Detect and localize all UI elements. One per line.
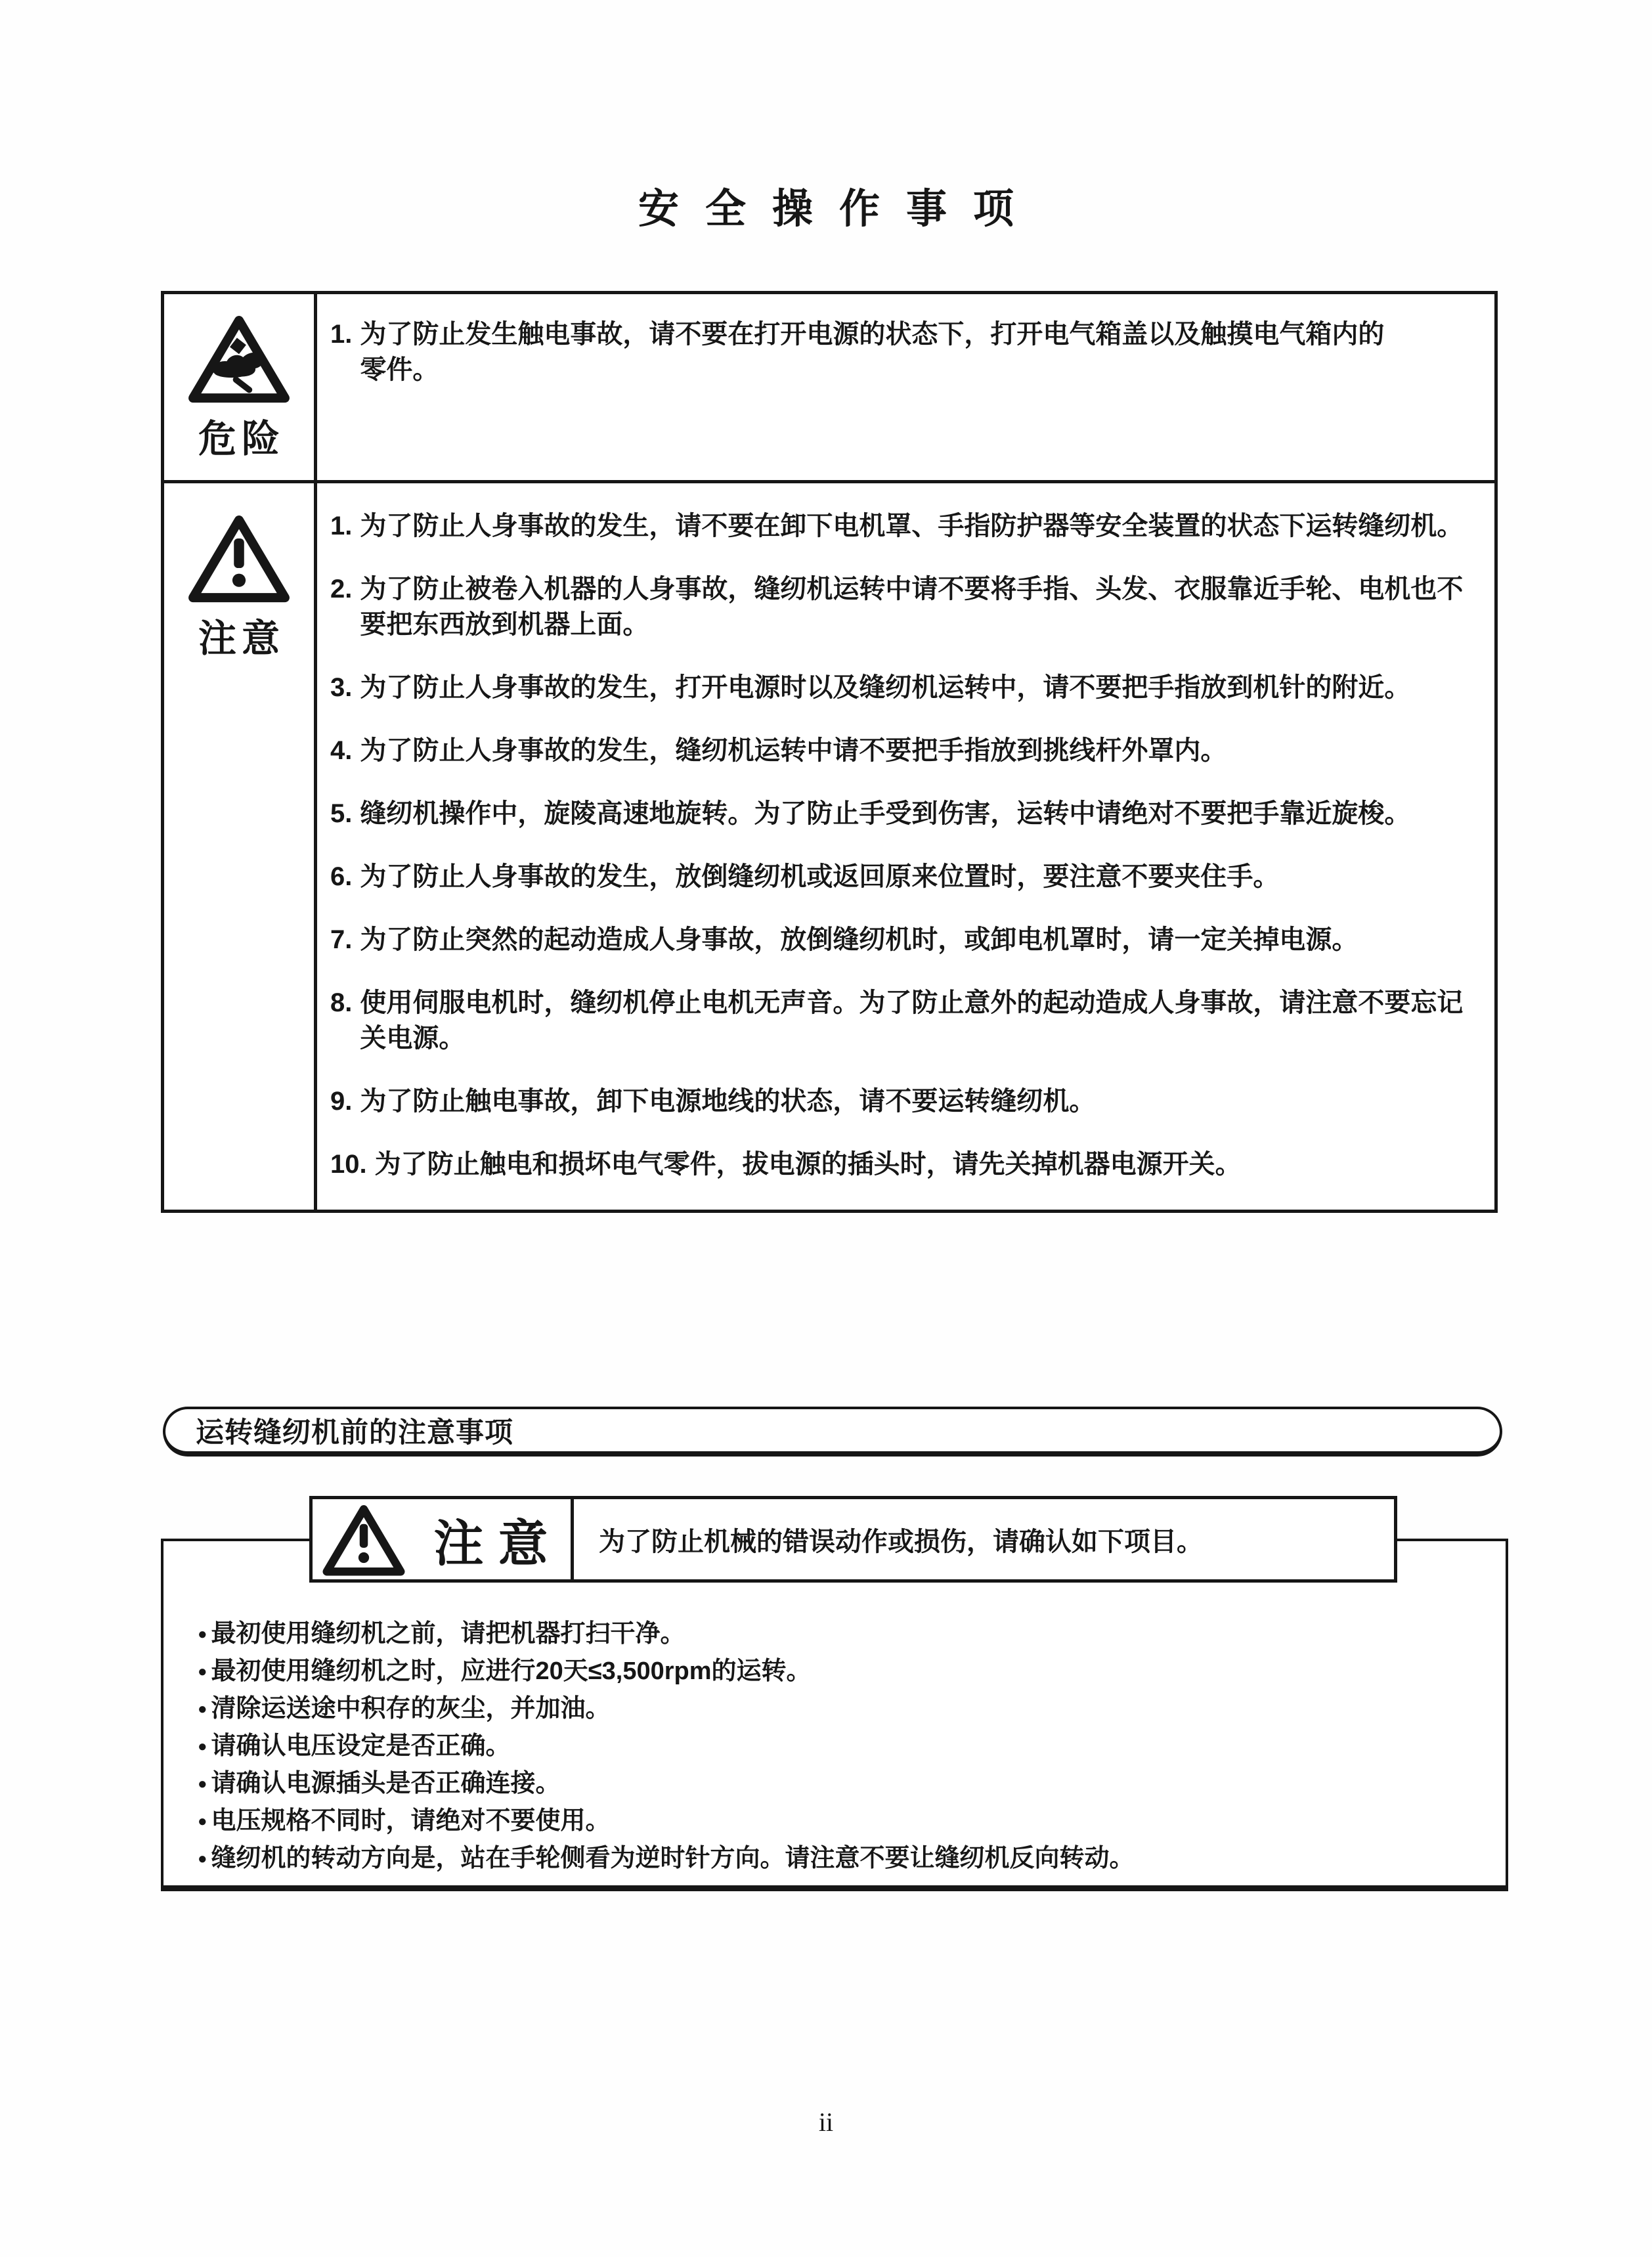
- caution-label: 注意: [198, 617, 285, 660]
- bullet-icon: ●: [198, 1850, 207, 1868]
- sewing-machine-hand-hazard-icon: [186, 311, 292, 405]
- item-number: 5.: [330, 799, 353, 828]
- list-item: [198, 1804, 1486, 1841]
- bullet-text: 最初使用缝纫机之时，应进行20天≤3,500rpm的运转。: [211, 1657, 812, 1685]
- caution-banner-label: 注意: [433, 1516, 563, 1572]
- list-item: [330, 571, 1485, 642]
- item-text: 缝纫机操作中，旋陵高速地旋转。为了防止手受到伤害，运转中请绝对不要把手靠近旋梭。: [360, 799, 1411, 828]
- bullet-text: 电压规格不同时，请绝对不要使用。: [211, 1807, 611, 1835]
- bullet-icon: ●: [198, 1700, 207, 1718]
- item-number: 8.: [330, 988, 353, 1017]
- caution-banner-sign: [313, 1499, 574, 1579]
- caution-sign-cell: [164, 483, 317, 1210]
- warning-triangle-icon: [321, 1502, 406, 1577]
- safety-table: [161, 291, 1498, 1213]
- table-row-caution: [164, 480, 1494, 1210]
- list-item: [198, 1841, 1486, 1879]
- table-row-danger: [164, 294, 1494, 480]
- bullet-icon: ●: [198, 1775, 207, 1793]
- section-title: 运转缝纫机前的注意事项: [196, 1416, 513, 1449]
- list-item: [330, 733, 1485, 768]
- list-item: [330, 670, 1485, 705]
- pre-operation-box: [161, 1539, 1508, 1891]
- item-text: 为了防止人身事故的发生，缝纫机运转中请不要把手指放到挑线杆外罩内。: [360, 736, 1227, 765]
- item-text: 为了防止发生触电事故，请不要在打开电源的状态下，打开电气箱盖以及触摸电气箱内的零件。: [360, 320, 1385, 384]
- item-text: 为了防止突然的起动造成人身事故，放倒缝纫机时，或卸电机罩时，请一定关掉电源。: [360, 925, 1359, 954]
- caution-text-cell: [317, 483, 1494, 1210]
- list-item: [330, 796, 1485, 831]
- list-item: [330, 985, 1485, 1056]
- list-item: [198, 1654, 1486, 1692]
- precaution-bullet-list: [163, 1541, 1506, 1879]
- item-number: 9.: [330, 1087, 353, 1116]
- caution-banner-text: 为了防止机械的错误动作或损伤，请确认如下项目。: [599, 1527, 1203, 1556]
- bullet-text: 请确认电源插头是否正确连接。: [211, 1770, 561, 1797]
- danger-sign-cell: [164, 294, 317, 480]
- list-item: [330, 1084, 1485, 1119]
- list-item: [198, 1766, 1486, 1804]
- item-number: 1.: [330, 320, 353, 349]
- caution-banner: [309, 1496, 1397, 1583]
- item-number: 7.: [330, 925, 353, 954]
- bullet-icon: ●: [198, 1663, 207, 1680]
- item-number: 1.: [330, 512, 353, 540]
- list-item: [198, 1692, 1486, 1729]
- section-header: [163, 1407, 1502, 1457]
- list-item: [330, 508, 1485, 544]
- item-number: 6.: [330, 862, 353, 891]
- page-number: ii: [818, 2107, 834, 2137]
- item-text: 为了防止人身事故的发生，请不要在卸下电机罩、手指防护器等安全装置的状态下运转缝纫机。: [360, 512, 1464, 540]
- list-item: [330, 317, 1409, 387]
- item-text: 为了防止触电事故，卸下电源地线的状态，请不要运转缝纫机。: [360, 1087, 1096, 1116]
- list-item: [330, 922, 1485, 957]
- item-text: 为了防止触电和损坏电气零件，拔电源的插头时，请先关掉机器电源开关。: [374, 1150, 1242, 1179]
- item-text: 使用伺服电机时，缝纫机停止电机无声音。为了防止意外的起动造成人身事故，请注意不要忘记关电源。: [360, 988, 1464, 1053]
- bullet-text: 最初使用缝纫机之前，请把机器打扫干净。: [211, 1620, 685, 1648]
- danger-text-cell: [317, 294, 1494, 480]
- bullet-icon: ●: [198, 1625, 207, 1643]
- warning-triangle-icon: [186, 511, 292, 605]
- list-item: [330, 1147, 1485, 1182]
- item-text: 为了防止人身事故的发生，打开电源时以及缝纫机运转中，请不要把手指放到机针的附近。: [360, 673, 1411, 702]
- bullet-icon: ●: [198, 1738, 207, 1755]
- bullet-text: 清除运送途中积存的灰尘，并加油。: [211, 1695, 611, 1722]
- bullet-icon: ●: [198, 1812, 207, 1830]
- list-item: [198, 1729, 1486, 1766]
- bullet-text: 请确认电压设定是否正确。: [211, 1732, 511, 1760]
- list-item: [198, 1617, 1486, 1654]
- item-number: 4.: [330, 736, 353, 765]
- item-number: 2.: [330, 575, 353, 603]
- item-number: 3.: [330, 673, 353, 702]
- item-text: 为了防止被卷入机器的人身事故，缝纫机运转中请不要将手指、头发、衣服靠近手轮、电机也不要把东西放到机器上面。: [360, 575, 1464, 639]
- danger-label: 危险: [198, 418, 285, 460]
- bullet-text: 缝纫机的转动方向是，站在手轮侧看为逆时针方向。请注意不要让缝纫机反向转动。: [211, 1845, 1135, 1872]
- list-item: [330, 859, 1485, 894]
- item-text: 为了防止人身事故的发生，放倒缝纫机或返回原来位置时，要注意不要夹住手。: [360, 862, 1280, 891]
- page-title: 安全操作事项: [638, 186, 1040, 232]
- item-number: 10.: [330, 1150, 367, 1179]
